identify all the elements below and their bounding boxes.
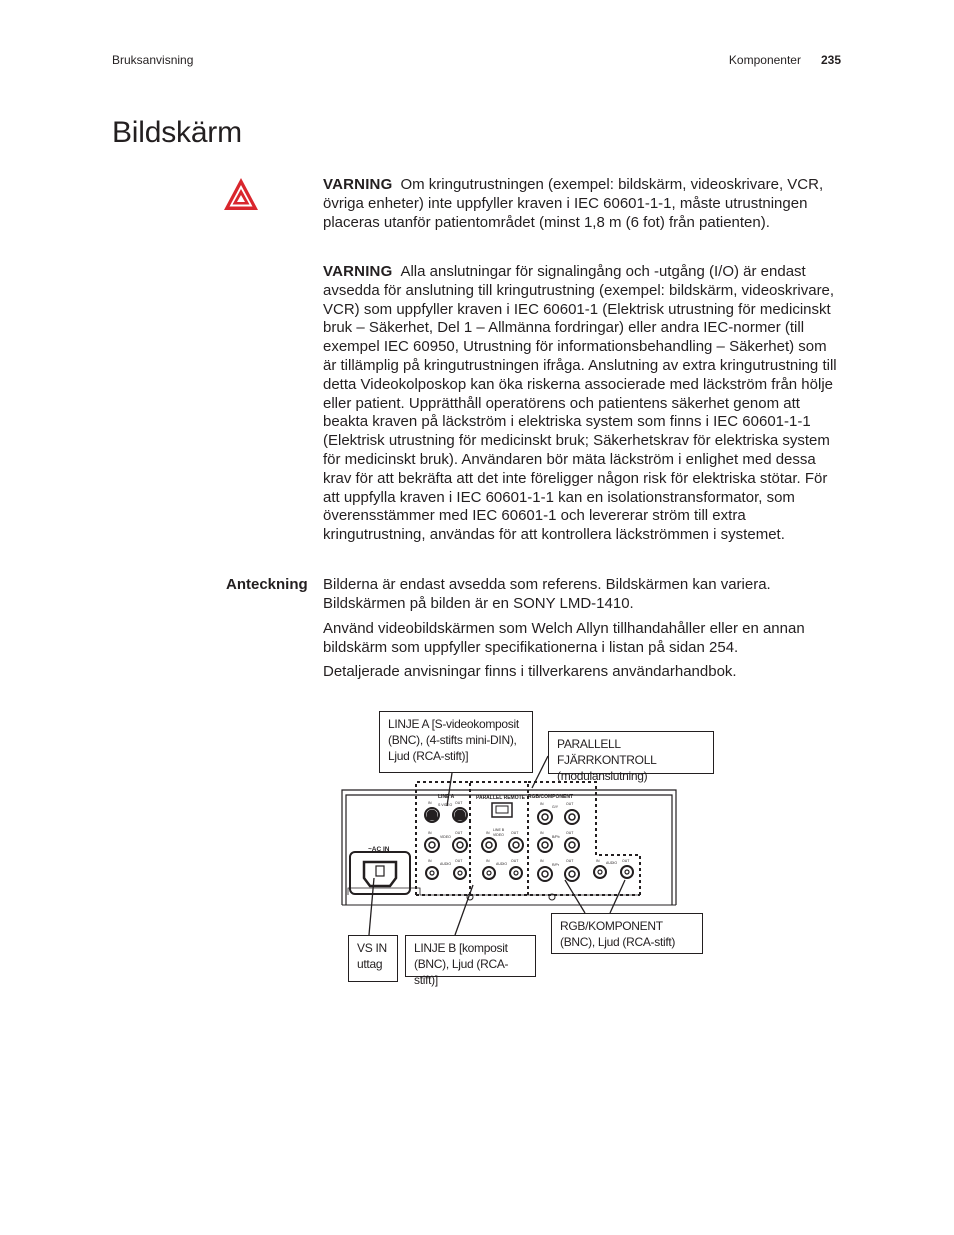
bnc-connector	[538, 867, 552, 881]
bnc-connector	[538, 838, 552, 852]
callout-vs-in: VS IN uttag	[348, 935, 398, 982]
in-label: IN	[428, 831, 432, 835]
bnc-connector	[565, 867, 579, 881]
ac-in-label: ~AC IN	[368, 846, 390, 853]
rca-connector	[426, 867, 438, 879]
warning-text: Om kringutrustningen (exempel: bildskärm, videoskrivare, VCR, övriga enheter) inte uppfyller kraven i IEC 60601-1-1, måste utrustningen placeras utanför patientområdet (minst 1,8 m (6 fot) från patienten).	[323, 176, 824, 231]
hazard-triangle-icon	[223, 177, 259, 211]
rca-connector	[483, 867, 495, 879]
bnc-connector	[565, 838, 579, 852]
in-label: IN	[428, 801, 432, 805]
line-a-label: LINE A	[438, 794, 455, 800]
rca-connector	[454, 867, 466, 879]
warning-2	[323, 263, 841, 545]
bnc-connector	[509, 838, 523, 852]
in-label: IN	[486, 859, 490, 863]
bnc-connector	[425, 838, 439, 852]
g-y-label: G/Y	[552, 805, 559, 809]
running-header-right	[729, 53, 841, 67]
video-label: VIDEO	[440, 835, 451, 839]
note-paragraph: Bilderna är endast avsedda som referens. Bildskärmen kan variera. Bildskärmen på bilden är en SONY LMD-1410.	[323, 576, 771, 612]
parallel-remote-port	[492, 803, 512, 817]
bnc-connector	[482, 838, 496, 852]
callout-line-a: LINJE A [S-videokomposit (BNC), (4-stifts mini-DIN), Ljud (RCA-stift)]	[379, 711, 533, 773]
in-label: IN	[428, 859, 432, 863]
rca-connector	[594, 866, 606, 878]
out-label: OUT	[455, 859, 463, 863]
note-paragraph: Använd videobildskärmen som Welch Allyn tillhandahåller eller en annan bildskärm som uppfyller specifikationerna i listan på sidan 254.	[323, 620, 805, 656]
in-label: IN	[596, 859, 600, 863]
out-label: OUT	[622, 859, 630, 863]
warning-1	[323, 176, 841, 232]
in-label: IN	[540, 859, 544, 863]
warning-label: VARNING	[323, 176, 393, 193]
page-number: 235	[820, 53, 841, 67]
out-label: OUT	[455, 831, 463, 835]
s-video-label: S VIDEO	[438, 803, 453, 807]
out-label: OUT	[511, 831, 519, 835]
header-section: Komponenter	[728, 53, 801, 67]
out-label: OUT	[566, 859, 574, 863]
in-label: IN	[540, 802, 544, 806]
s-video-connectors	[425, 808, 467, 822]
b-pb-label: B/Pb	[552, 835, 560, 839]
parallel-remote-label: PARALLEL REMOTE	[476, 795, 525, 801]
rca-connector	[510, 867, 522, 879]
page-title: Bildskärm	[112, 116, 242, 149]
bnc-connector	[453, 838, 467, 852]
note-paragraph: Detaljerade anvisningar finns i tillverkarens användarhandbok.	[323, 663, 737, 680]
video-label: VIDEO	[493, 833, 504, 837]
in-label: IN	[486, 831, 490, 835]
out-label: OUT	[566, 802, 574, 806]
audio-label: AUDIO	[496, 862, 508, 866]
callout-line-b: LINJE B [komposit (BNC), Ljud (RCA-stift)]	[405, 935, 536, 977]
note-label: Anteckning	[226, 576, 308, 593]
line-b-label: LINE B	[493, 828, 505, 832]
out-label: OUT	[566, 831, 574, 835]
rgb-component-label: RGB/COMPONENT	[528, 794, 573, 800]
out-label: OUT	[455, 801, 463, 805]
r-pr-label: R/Pr	[552, 863, 559, 867]
out-label: OUT	[511, 859, 519, 863]
bnc-connector	[565, 810, 579, 824]
rca-connector	[621, 866, 633, 878]
audio-label: AUDIO	[440, 862, 452, 866]
bnc-connector	[538, 810, 552, 824]
running-header-left: Bruksanvisning	[112, 53, 194, 67]
audio-label: AUDIO	[606, 861, 618, 865]
warning-label: VARNING	[323, 263, 393, 280]
callout-rgb-component: RGB/KOMPONENT (BNC), Ljud (RCA-stift)	[551, 913, 703, 954]
warning-text: Alla anslutningar för signalingång och -utgång (I/O) är endast avsedda för anslutning till kringutrustning (exempel: bildskärm, videoskrivare, VCR) som uppfyller kraven i IEC 60601-1 (Elektrisk utrustning för medicinskt bruk – Säkerhet, Del 1 – Allmänna fordringar) eller andra IEC-normer (till exempel IEC 60950, Utrustning för informationsbehandling – Säkerhet) som är tillämplig på kringutrustningen ifråga. Anslutning av extra kringutrustning till detta Videokolposkop kan öka riskerna associerade med läckström från hölje eller patient. Upprätthåll operatörens och patientens säkerhet genom att beakta kraven på läckström i elektriska system som finns i IEC 60601-1-1 (Elektrisk utrustning för medicinskt bruk; Säkerhetskrav för elektriska system för medicinskt bruk). Användaren bör mäta läckström i enlighet med dessa krav för att bekräfta att det inte föreligger någon risk för elektriska stötar. För att uppfylla kraven i IEC 60601-1-1 kan en isolationstransformator, som överensstämmer med IEC 60601-1 och levererar ström till extra kringutrustning, användas för att kontrollera läckströmmen i systemet.	[323, 263, 837, 544]
callout-parallel-remote: PARALLELL FJÄRRKONTROLL (modulanslutning)	[548, 731, 714, 774]
in-label: IN	[540, 831, 544, 835]
